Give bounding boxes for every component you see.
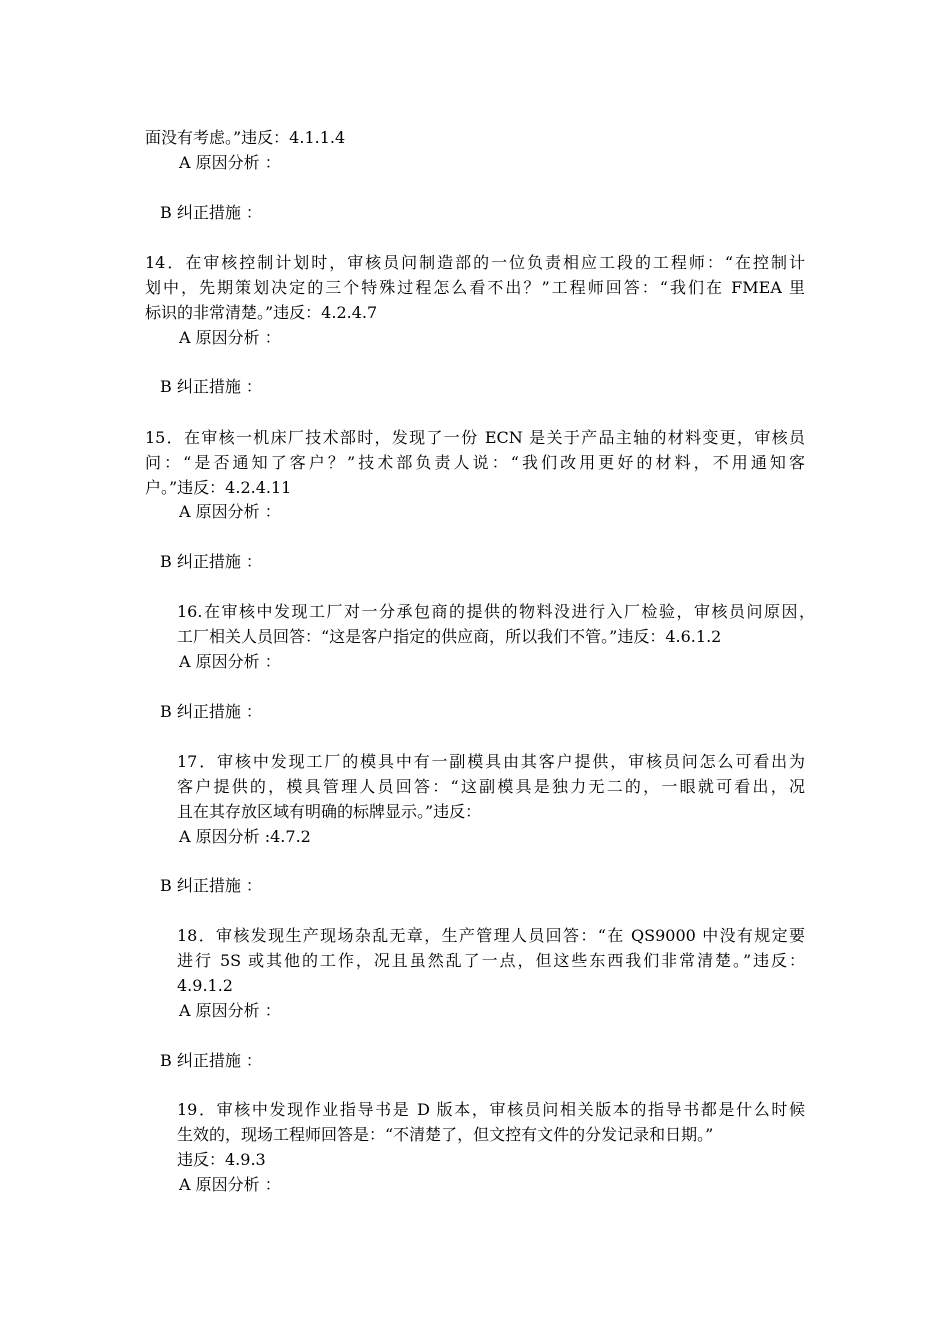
item-15-line-3: 户。”违反：4.2.4.11 <box>145 478 292 497</box>
item-13-corrective-action-label: B 纠正措施 ： <box>160 203 262 222</box>
item-18-line-2: 进行 5S 或其他的工作，况且虽然乱了一点，但这些东西我们非常清楚。”违反： <box>177 951 805 970</box>
item-14-corrective-action-label: B 纠正措施 ： <box>160 377 262 396</box>
item-14-line-3: 标识的非常清楚。”违反：4.2.4.7 <box>145 303 378 322</box>
item-17-line-3: 且在其存放区域有明确的标牌显示。”违反： <box>177 802 482 821</box>
item-18-corrective-action-label: B 纠正措施 ： <box>160 1051 262 1070</box>
item-18-line-1: 18．审核发现生产现场杂乱无章，生产管理人员回答：“在 QS9000 中没有规定要 <box>177 926 805 945</box>
item-14-cause-analysis-label: A 原因分析 ： <box>179 328 281 347</box>
item-17-line-1: 17．审核中发现工厂的模具中有一副模具由其客户提供，审核员问怎么可看出为 <box>177 752 805 771</box>
item-16-line-1: 16.在审核中发现工厂对一分承包商的提供的物料没进行入厂检验，审核员问原因， <box>177 602 815 621</box>
item-18-line-3: 4.9.1.2 <box>177 976 233 995</box>
item-15-corrective-action-label: B 纠正措施 ： <box>160 552 262 571</box>
item-17-corrective-action-label: B 纠正措施 ： <box>160 876 262 895</box>
item-15-cause-analysis-label: A 原因分析 ： <box>179 502 281 521</box>
item-16-cause-analysis-label: A 原因分析 ： <box>179 652 281 671</box>
item-17-line-2: 客户提供的，模具管理人员回答：“这副模具是独力无二的，一眼就可看出，况 <box>177 777 805 796</box>
item-15-line-2: 问：“是否通知了客户？”技术部负责人说：“我们改用更好的材料，不用通知客 <box>145 453 805 472</box>
item-13-cause-analysis-label: A 原因分析 ： <box>179 153 281 172</box>
item-17-cause-analysis-label: A 原因分析 :4.7.2 <box>179 827 311 846</box>
item-14-line-2: 划中，先期策划决定的三个特殊过程怎么看不出？”工程师回答：“我们在 FMEA 里 <box>145 278 805 297</box>
item-19-line-2: 生效的，现场工程师回答是：“不清楚了，但文控有文件的分发记录和日期。” <box>177 1125 714 1144</box>
item-19-cause-analysis-label: A 原因分析 ： <box>179 1175 281 1194</box>
item-13-tail-line: 面没有考虑。”违反：4.1.1.4 <box>145 128 346 147</box>
item-16-corrective-action-label: B 纠正措施 ： <box>160 702 262 721</box>
item-18-cause-analysis-label: A 原因分析 ： <box>179 1001 281 1020</box>
item-16-line-2: 工厂相关人员回答：“这是客户指定的供应商，所以我们不管。”违反：4.6.1.2 <box>177 627 722 646</box>
item-19-line-3: 违反：4.9.3 <box>177 1150 266 1169</box>
item-15-line-1: 15．在审核一机床厂技术部时，发现了一份 ECN 是关于产品主轴的材料变更，审核员 <box>145 428 805 447</box>
item-19-line-1: 19．审核中发现作业指导书是 D 版本，审核员问相关版本的指导书都是什么时候 <box>177 1100 805 1119</box>
item-14-line-1: 14．在审核控制计划时，审核员问制造部的一位负责相应工段的工程师：“在控制计 <box>145 253 805 272</box>
